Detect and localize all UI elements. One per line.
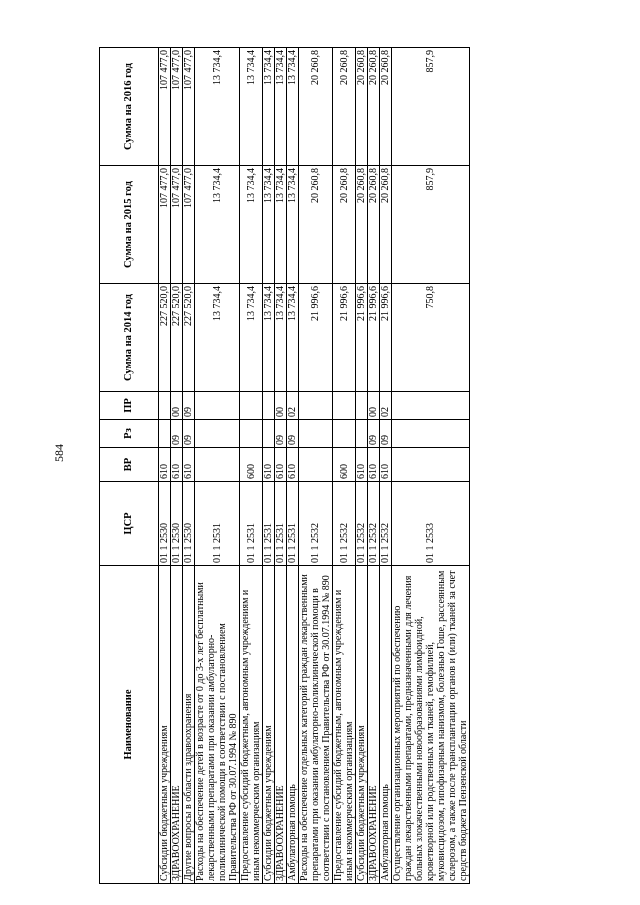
cell-s2015: 20 260,8: [380, 166, 392, 284]
cell-csr: 01 1 2532: [333, 482, 356, 566]
cell-s2016: 20 260,8: [333, 48, 356, 166]
cell-pr: [195, 392, 240, 420]
table-row: [368, 48, 380, 884]
cell-csr: 01 1 2531: [275, 482, 287, 566]
cell-csr: 01 1 2533: [392, 482, 470, 566]
cell-s2016: 13 734,4: [195, 48, 240, 166]
cell-pr: 00: [171, 392, 183, 420]
cell-s2016: 107 477,0: [171, 48, 183, 166]
cell-csr: 01 1 2532: [299, 482, 333, 566]
cell-s2014: 13 734,4: [195, 284, 240, 392]
cell-rz: [263, 420, 275, 448]
cell-s2015: 857,9: [392, 166, 470, 284]
cell-name: Осуществление организационных мероприятий по обеспечению граждан лекарственными препаратами, предназначенными для лечения больных злокачественными новообразованиями лимфоидной, кроветворной или родственных им тканей, гемофилией, муковисцидозом, гипофизарным нанизмом, болезнью Гоше, рассеянным склерозом, а также после трансплантации органов и (или) тканей за счет средств бюджета Пензенской области: [392, 566, 470, 884]
table-row: [240, 48, 263, 884]
cell-vr: 610: [159, 448, 171, 482]
cell-name: Субсидии бюджетным учреждениям: [356, 566, 368, 884]
cell-s2015: 13 734,4: [287, 166, 299, 284]
cell-pr: [159, 392, 171, 420]
cell-rz: 09: [183, 420, 195, 448]
cell-rz: 09: [287, 420, 299, 448]
cell-s2015: 13 734,4: [275, 166, 287, 284]
cell-s2016: 13 734,4: [275, 48, 287, 166]
cell-s2015: 107 477,0: [171, 166, 183, 284]
cell-s2015: 20 260,8: [356, 166, 368, 284]
cell-s2014: 21 996,6: [380, 284, 392, 392]
cell-s2016: 20 260,8: [368, 48, 380, 166]
cell-rz: [333, 420, 356, 448]
table-body: [159, 48, 470, 884]
table-row: [299, 48, 333, 884]
cell-name: Расходы на обеспечение отдельных категорий граждан лекарственными препаратами при оказании амбулаторно-поликлинической помощи в соответствии с постановлением Правительства РФ от 30.07.1994 № 890: [299, 566, 333, 884]
cell-s2016: 20 260,8: [299, 48, 333, 166]
cell-pr: [240, 392, 263, 420]
cell-s2015: 13 734,4: [240, 166, 263, 284]
table-row: [171, 48, 183, 884]
cell-csr: 01 1 2532: [356, 482, 368, 566]
cell-s2014: 13 734,4: [240, 284, 263, 392]
cell-pr: 00: [368, 392, 380, 420]
cell-s2014: 227 520,0: [171, 284, 183, 392]
cell-s2014: 21 996,6: [368, 284, 380, 392]
cell-s2014: 21 996,6: [333, 284, 356, 392]
cell-s2014: 21 996,6: [299, 284, 333, 392]
cell-vr: 610: [287, 448, 299, 482]
header-rz: Рз: [100, 420, 159, 448]
table-row: [275, 48, 287, 884]
cell-csr: 01 1 2530: [183, 482, 195, 566]
table-row: [287, 48, 299, 884]
cell-vr: 610: [275, 448, 287, 482]
cell-s2015: 20 260,8: [333, 166, 356, 284]
cell-s2014: 13 734,4: [287, 284, 299, 392]
cell-rz: [159, 420, 171, 448]
cell-s2015: 13 734,4: [263, 166, 275, 284]
cell-pr: [333, 392, 356, 420]
cell-s2014: 21 996,6: [356, 284, 368, 392]
table-row: [159, 48, 171, 884]
cell-vr: [392, 448, 470, 482]
cell-name: ЗДРАВООХРАНЕНИЕ: [368, 566, 380, 884]
cell-name: ЗДРАВООХРАНЕНИЕ: [275, 566, 287, 884]
cell-rz: 09: [368, 420, 380, 448]
cell-s2014: 750,8: [392, 284, 470, 392]
cell-csr: 01 1 2531: [195, 482, 240, 566]
cell-name: Амбулаторная помощь: [287, 566, 299, 884]
budget-table: [99, 47, 470, 884]
cell-name: Амбулаторная помощь: [380, 566, 392, 884]
cell-pr: [263, 392, 275, 420]
cell-vr: [299, 448, 333, 482]
cell-name: Предоставление субсидий бюджетным, автономным учреждениям и иным некоммерческим организациям: [333, 566, 356, 884]
header-pr: ПР: [100, 392, 159, 420]
cell-csr: 01 1 2531: [287, 482, 299, 566]
rotated-page-content: [99, 48, 608, 884]
cell-vr: 600: [333, 448, 356, 482]
cell-rz: [392, 420, 470, 448]
cell-pr: 00: [275, 392, 287, 420]
cell-pr: 09: [183, 392, 195, 420]
cell-rz: [195, 420, 240, 448]
table-row: [183, 48, 195, 884]
table-row: [333, 48, 356, 884]
cell-s2016: 13 734,4: [240, 48, 263, 166]
table-row: [392, 48, 470, 884]
cell-csr: 01 1 2530: [171, 482, 183, 566]
cell-s2016: 107 477,0: [159, 48, 171, 166]
page-number: 584: [52, 444, 66, 462]
cell-name: ЗДРАВООХРАНЕНИЕ: [171, 566, 183, 884]
cell-s2016: 857,9: [392, 48, 470, 166]
cell-name: Субсидии бюджетным учреждениям: [159, 566, 171, 884]
header-csr: ЦСР: [100, 482, 159, 566]
cell-s2016: 107 477,0: [183, 48, 195, 166]
cell-rz: 09: [380, 420, 392, 448]
cell-pr: 02: [380, 392, 392, 420]
table-row: [356, 48, 368, 884]
cell-vr: 610: [368, 448, 380, 482]
cell-pr: [299, 392, 333, 420]
header-sum-2016: Сумма на 2016 год: [100, 48, 159, 166]
cell-csr: 01 1 2531: [263, 482, 275, 566]
cell-vr: [195, 448, 240, 482]
cell-csr: 01 1 2531: [240, 482, 263, 566]
cell-s2016: 20 260,8: [356, 48, 368, 166]
cell-vr: 610: [380, 448, 392, 482]
cell-csr: 01 1 2532: [368, 482, 380, 566]
header-vr: ВР: [100, 448, 159, 482]
cell-s2015: 13 734,4: [195, 166, 240, 284]
cell-csr: 01 1 2530: [159, 482, 171, 566]
cell-pr: 02: [287, 392, 299, 420]
header-sum-2014: Сумма на 2014 год: [100, 284, 159, 392]
cell-name: Субсидии бюджетным учреждениям: [263, 566, 275, 884]
table-row: [380, 48, 392, 884]
cell-name: Другие вопросы в области здравоохранения: [183, 566, 195, 884]
cell-vr: 610: [263, 448, 275, 482]
cell-csr: 01 1 2532: [380, 482, 392, 566]
cell-s2016: 13 734,4: [287, 48, 299, 166]
cell-s2016: 13 734,4: [263, 48, 275, 166]
cell-s2015: 20 260,8: [299, 166, 333, 284]
cell-s2016: 20 260,8: [380, 48, 392, 166]
cell-vr: 600: [240, 448, 263, 482]
cell-s2015: 107 477,0: [183, 166, 195, 284]
cell-s2014: 13 734,4: [263, 284, 275, 392]
cell-rz: 09: [171, 420, 183, 448]
cell-s2015: 107 477,0: [159, 166, 171, 284]
table-header-row: [100, 48, 159, 884]
cell-rz: [356, 420, 368, 448]
cell-rz: [240, 420, 263, 448]
cell-name: Предоставление субсидий бюджетным, автономным учреждениям и иным некоммерческим организациям: [240, 566, 263, 884]
cell-s2014: 227 520,0: [183, 284, 195, 392]
cell-vr: 610: [171, 448, 183, 482]
table-row: [263, 48, 275, 884]
cell-rz: [299, 420, 333, 448]
cell-s2015: 20 260,8: [368, 166, 380, 284]
cell-vr: 610: [356, 448, 368, 482]
cell-pr: [392, 392, 470, 420]
cell-rz: 09: [275, 420, 287, 448]
header-name: Наименование: [100, 566, 159, 884]
cell-s2014: 13 734,4: [275, 284, 287, 392]
cell-name: Расходы на обеспечение детей в возрасте от 0 до 3-х лет бесплатными лекарственными препаратами при оказании амбулаторно-поликлинической помощи в соответствии с постановлением Правительства РФ от 30.07.1994 № 890: [195, 566, 240, 884]
cell-pr: [356, 392, 368, 420]
header-sum-2015: Сумма на 2015 год: [100, 166, 159, 284]
cell-vr: 610: [183, 448, 195, 482]
cell-s2014: 227 520,0: [159, 284, 171, 392]
table-row: [195, 48, 240, 884]
